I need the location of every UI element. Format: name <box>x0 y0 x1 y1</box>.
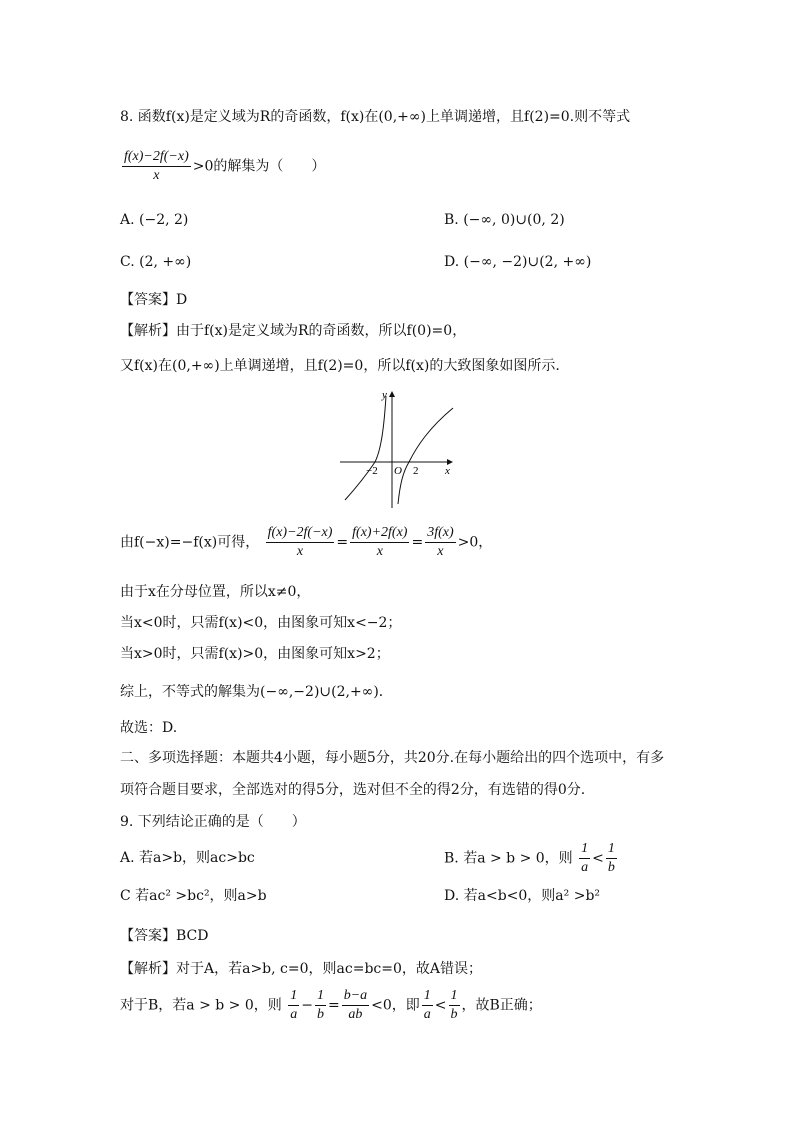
a2-mid: <0，即 <box>371 997 420 1014</box>
eq-frac-1 <box>266 524 335 561</box>
q9-b-frac-1-num: 1 <box>581 841 589 856</box>
q9-b-frac-1-den: a <box>581 860 589 875</box>
eq-frac-2-den: x <box>350 542 409 561</box>
q9-b-frac-2-num: 1 <box>607 841 615 856</box>
neg2-label: −2 <box>366 465 378 477</box>
a2-frac-4-den: a <box>423 1007 431 1022</box>
a2-lt: < <box>434 997 447 1014</box>
a2-frac-4 <box>422 987 433 1024</box>
q8-fraction <box>122 148 191 185</box>
section2-line1: 二、多项选择题：本题共4小题，每小题5分，共20分.在每小题给出的四个选项中，有多 <box>120 750 665 766</box>
q9-option-a: A. 若a>b，则ac>bc <box>120 850 255 866</box>
q8-analysis-2: 又f(x)在(0,+∞)上单调递增，且f(2)=0，所以f(x)的大致图象如图所示. <box>120 358 560 374</box>
a2-frac-3-num: b−a <box>343 988 368 1003</box>
q8-analysis-8: 故选：D. <box>120 720 178 736</box>
eq-frac-3 <box>425 524 455 561</box>
eq-frac-1-den: x <box>266 542 335 561</box>
q9-stem: 9. 下列结论正确的是（ ） <box>120 814 306 830</box>
a2-frac-3 <box>342 987 369 1024</box>
eq-frac-3-num: 3f(x) <box>427 525 454 540</box>
a2-frac-3-den: ab <box>342 1005 369 1024</box>
q9-option-b <box>444 840 619 877</box>
a2-frac-5 <box>449 987 460 1024</box>
q8-option-a: A. (−2, 2) <box>120 212 189 228</box>
q9-analysis-2 <box>120 987 542 1024</box>
a2-frac-5-num: 1 <box>450 988 458 1003</box>
q8-option-d: D. (−∞, −2)∪(2, +∞) <box>444 254 592 270</box>
a2-frac-2-den: b <box>316 1007 324 1022</box>
q8-stem-line2 <box>120 148 325 185</box>
x-label: x <box>445 465 450 477</box>
a2-frac-2 <box>315 987 326 1024</box>
origin-label: O <box>394 465 402 477</box>
section2-line2: 项符合题目要求，全部选对的得5分，选对但不全的得2分，有选错的得0分. <box>120 782 586 798</box>
q8-analysis-4: 由于x在分母位置，所以x≠0， <box>120 584 311 600</box>
eq-frac-2-num: f(x)+2f(x) <box>352 525 408 540</box>
q8-frac-num: f(x)−2f(−x) <box>124 149 189 164</box>
q9-b-frac-2-den: b <box>607 860 615 875</box>
eq-frac-3-den: x <box>425 542 455 561</box>
q9-option-c: C 若ac² >bc²，则a>b <box>120 888 267 904</box>
q9-b-frac-1 <box>579 840 590 877</box>
eq-frac-2 <box>350 524 409 561</box>
q8-option-b: B. (−∞, 0)∪(0, 2) <box>444 212 565 228</box>
function-graph <box>335 388 460 510</box>
q9-option-b-prefix: B. 若a > b > 0，则 <box>444 850 573 867</box>
curve-right <box>398 408 453 504</box>
a2-minus: − <box>301 997 313 1014</box>
a2-frac-1-num: 1 <box>290 988 298 1003</box>
a2-frac-2-num: 1 <box>316 988 324 1003</box>
q9-analysis-1: 【解析】对于A，若a>b, c=0，则ac=bc=0，故A错误； <box>120 961 482 977</box>
a2-frac-1-den: a <box>290 1007 298 1022</box>
q8-stem-line1: 8. 函数f(x)是定义域为R的奇函数，f(x)在(0,+∞)上单调递增，且f(2)=0.则不等式 <box>120 109 631 125</box>
a2-frac-1 <box>288 987 299 1024</box>
eq-frac-1-num: f(x)−2f(−x) <box>267 525 333 540</box>
q9-option-d: D. 若a<b<0，则a² >b² <box>444 888 601 904</box>
q9-b-frac-2 <box>606 840 617 877</box>
q8-analysis-5: 当x<0时，只需f(x)<0，由图象可知x<−2； <box>120 615 402 631</box>
a2-frac-5-den: b <box>450 1007 458 1022</box>
q9-analysis-2-suffix: ，故B正确； <box>461 997 542 1014</box>
curve-left <box>345 396 386 500</box>
q8-answer: 【答案】D <box>120 292 188 308</box>
a2-eq: = <box>327 997 340 1014</box>
a2-frac-4-num: 1 <box>423 988 431 1003</box>
q8-option-c: C. (2, +∞) <box>120 254 192 270</box>
y-label: y <box>382 389 387 401</box>
q8-analysis-7: 综上，不等式的解集为(−∞,−2)∪(2,+∞)． <box>120 684 393 700</box>
pos2-label: 2 <box>413 465 419 477</box>
q9-analysis-2-prefix: 对于B，若a > b > 0，则 <box>120 997 282 1014</box>
q8-analysis-3: 由f(−x)=−f(x)可得， $\frac{f(x)-2f(-x)}{x}$ = $\frac{f(x)+2f(x)}{x}$ = $\frac{3f(x)}{x}$ >0， <box>120 525 493 559</box>
q8-frac-den: x <box>122 166 191 185</box>
q8-analysis-3-prefix: 由f(−x)=−f(x)可得， <box>120 534 260 551</box>
q9-answer: 【答案】BCD <box>120 928 209 944</box>
q8-analysis-6: 当x>0时，只需f(x)>0，由图象可知x>2； <box>120 646 390 662</box>
q8-analysis-3-suffix: >0， <box>457 534 493 551</box>
q8-analysis-1: 【解析】由于f(x)是定义域为R的奇函数，所以f(0)=0， <box>120 323 467 339</box>
q9-b-lt: < <box>592 850 604 867</box>
q8-stem-rest: >0的解集为（ ） <box>192 158 326 175</box>
